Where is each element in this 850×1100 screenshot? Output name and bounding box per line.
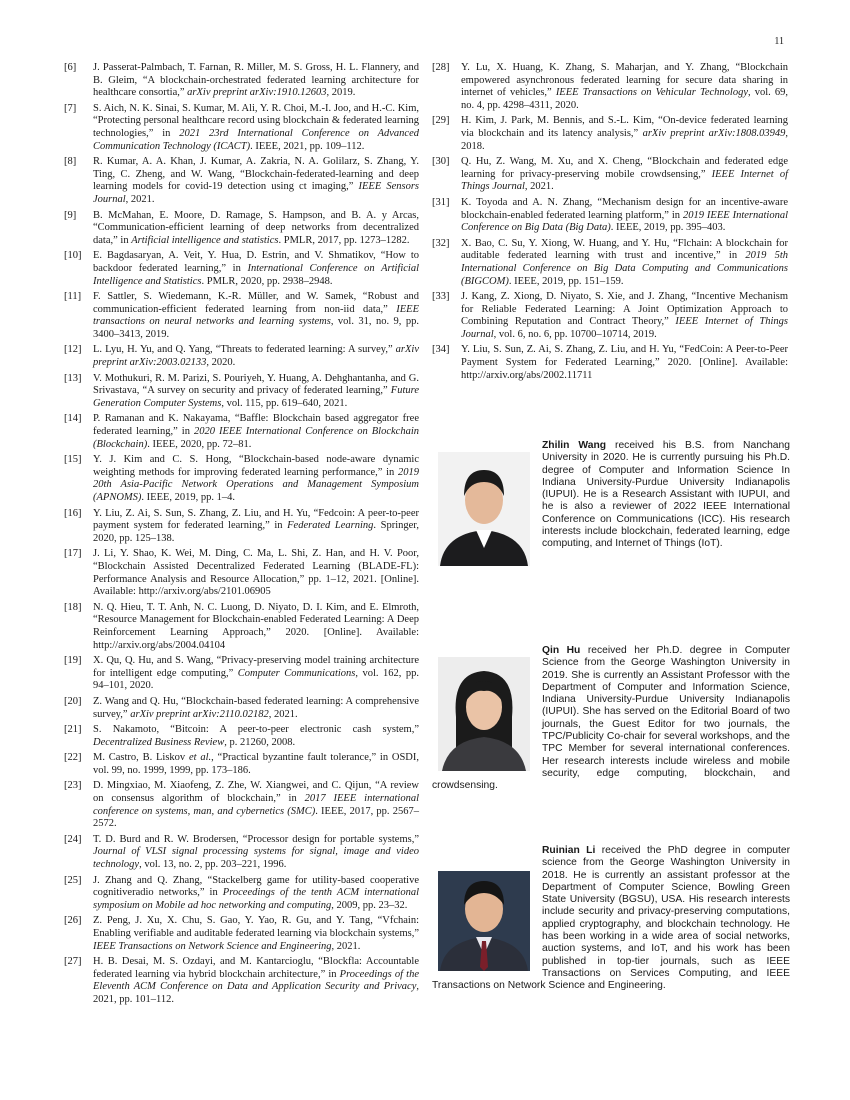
reference-text — [93, 103, 419, 153]
reference-text — [93, 250, 419, 288]
reference-item — [64, 156, 419, 206]
reference-number: [23] — [64, 780, 82, 792]
author-photo-image — [438, 452, 530, 566]
reference-text — [461, 344, 788, 382]
reference-text — [93, 696, 419, 721]
reference-item — [432, 344, 788, 382]
reference-authors-title: H. Kim, J. Park, M. Bennis, and S.-L. Kim, “On-device federated learning via blockchain and its latency analysis,” — [461, 115, 788, 139]
reference-list — [64, 62, 419, 1007]
reference-number: [21] — [64, 724, 82, 736]
author-bio-text: received his B.S. from Nanchang University in 2020. He is currently pursuing his Ph.D. degree of Computer and Information Science In Indiana University-Purdue University Indianapolis (IUPUI). He is a Research Assistant with IUPUI, and he is also a reviewer of 2022 IEEE International Conference on Communications (ICC). His research interests include blockchain, federated learning, edge computing, and Internet of Things (IoT). — [542, 440, 790, 550]
reference-text — [93, 780, 419, 830]
reference-item — [432, 238, 788, 288]
reference-venue: Future Generation Computer Systems — [93, 385, 419, 409]
reference-number: [15] — [64, 454, 82, 466]
reference-authors-title: B. McMahan, E. Moore, D. Ramage, S. Hampson, and B. A. y Arcas, “Communication-efficient learning of deep networks from decentralized data,” in — [93, 209, 419, 246]
reference-venue: Artificial intelligence and statistics — [131, 234, 279, 246]
reference-number: [17] — [64, 548, 82, 560]
reference-details: , vol. 13, no. 2, pp. 203–221, 1996. — [139, 859, 287, 871]
reference-authors-title: E. Bagdasaryan, A. Veit, Y. Hua, D. Estrin, and V. Shmatikov, “How to backdoor federated learning,” in — [93, 250, 419, 274]
reference-item — [64, 62, 419, 100]
reference-item — [64, 291, 419, 341]
reference-text — [461, 62, 788, 112]
reference-details: . Springer, 2020, pp. 125–138. — [93, 520, 419, 544]
reference-venue: arXiv preprint arXiv:2110.02182 — [130, 708, 269, 720]
reference-number: [19] — [64, 655, 82, 667]
author-bio-zhilin-wang — [432, 440, 790, 570]
reference-venue: 2020 IEEE International Conference on Blockchain (Blockchain) — [93, 426, 419, 450]
reference-item — [64, 696, 419, 721]
reference-details: , 2021. — [524, 181, 554, 193]
reference-details: , 2021, pp. 101–112. — [93, 981, 419, 1005]
reference-item — [432, 291, 788, 341]
author-bio-text: received the PhD degree in computer science from the George Washington University in 2018. He is currently an assistant professor at the Department of Computer Science, Bowling Green State University (BGSU), USA. His research interests include security and privacy-preserving computations, applied cryptography, and blockchain technology. He has been working in a wide area of social networks, auction systems, and IoT, and his work has been published in top-tier journals, such as IEEE Transactions on Services Computing, and IEEE Transactions on Network Science and Engineering. — [432, 845, 790, 992]
reference-venue: 2021 23rd International Conference on Advanced Communication Technology (ICACT) — [93, 127, 419, 152]
reference-details: , 2009, pp. 23–32. — [331, 899, 408, 911]
reference-authors-title: S. Aich, N. K. Sinai, S. Kumar, M. Ali, Y. R. Choi, M.-I. Joo, and H.-C. Kim, “Protecting personal healthcare record using blockchain & federated learning technologies,” in — [93, 102, 419, 139]
reference-item — [64, 413, 419, 451]
reference-number: [9] — [64, 209, 77, 221]
reference-venue: Decentralized Business Review — [93, 736, 225, 748]
reference-item — [432, 62, 788, 112]
reference-item — [64, 548, 419, 598]
reference-item — [64, 250, 419, 288]
reference-item — [64, 834, 419, 872]
reference-text — [93, 834, 419, 872]
reference-details: , “Practical byzantine fault tolerance,” in OSDI, vol. 99, no. 1999, 1999, pp. 173–186. — [93, 752, 420, 776]
reference-authors-title: X. Qu, Q. Hu, and S. Wang, “Privacy-preserving model training architecture for intelligent edge computing,” — [93, 655, 419, 679]
references-left-column — [64, 62, 419, 1010]
reference-details: , vol. 6, no. 6, pp. 10700–10714, 2019. — [493, 328, 657, 340]
author-name: Qin Hu — [542, 645, 581, 656]
reference-venue: Journal of VLSI signal processing systems for signal, image and video technology — [93, 846, 419, 871]
reference-number: [27] — [64, 956, 82, 968]
reference-authors-title: Y. J. Kim and C. S. Hong, “Blockchain-based node-aware dynamic weighting methods for improving federated learning performance,” in — [93, 454, 419, 478]
reference-item — [64, 373, 419, 411]
author-bio-ruinian-li — [432, 845, 790, 993]
reference-details: , 2021. — [331, 940, 361, 952]
reference-authors-title: V. Mothukuri, R. M. Parizi, S. Pouriyeh, Y. Huang, A. Dehghantanha, and G. Srivastava, “A survey on security and privacy of federated learning,” — [93, 372, 419, 397]
reference-details: , vol. 115, pp. 619–640, 2021. — [221, 397, 348, 409]
reference-authors-title: Y. Liu, Z. Ai, S. Sun, S. Zhang, Z. Liu, and H. Yu, “Fedcoin: A peer-to-peer payment system for federated learning,” in — [93, 507, 419, 532]
reference-item — [64, 724, 419, 749]
reference-authors-title: H. B. Desai, M. S. Ozdayi, and M. Kantarcioglu, “Blockfla: Accountable federated learning via hybrid blockchain architecture,” in — [93, 956, 419, 980]
reference-venue: IEEE Transactions on Network Science and Engineering — [93, 940, 332, 952]
reference-venue: et al. — [188, 752, 212, 764]
reference-authors-title: R. Kumar, A. A. Khan, J. Kumar, A. Zakria, N. A. Golilarz, S. Zhang, Y. Ting, C. Zheng, and W. Wang, “Blockchain-federated-learning and deep learning models for covid-19 detection using ct imaging,” — [93, 156, 419, 193]
page-number: 11 — [774, 36, 784, 47]
reference-venue: 2017 IEEE international conference on systems, man, and cybernetics (SMC) — [93, 793, 419, 817]
reference-number: [31] — [432, 196, 450, 208]
reference-list — [432, 62, 788, 382]
reference-authors-title: M. Castro, B. Liskov — [93, 752, 189, 764]
reference-details: , vol. 69, no. 4, pp. 4298–4311, 2020. — [461, 87, 788, 111]
reference-text — [93, 548, 419, 598]
reference-details: , p. 21260, 2008. — [224, 736, 296, 748]
reference-details: , 2020. — [206, 357, 236, 369]
reference-number: [10] — [64, 250, 82, 262]
reference-item — [432, 197, 788, 235]
reference-number: [22] — [64, 752, 82, 764]
reference-item — [64, 602, 419, 652]
reference-authors-title: J. Kang, Z. Xiong, D. Niyato, S. Xie, and J. Zhang, “Incentive Mechanism for Reliable Federated Learning: A Joint Optimization Approach to Combining Reputation and Contract Theory,” — [461, 291, 788, 328]
reference-item — [64, 956, 419, 1006]
reference-venue: 2019 20th Asia-Pacific Network Operations and Management Symposium (APNOMS) — [93, 466, 419, 503]
reference-item — [432, 115, 788, 153]
reference-number: [18] — [64, 601, 82, 613]
reference-text — [93, 413, 419, 451]
reference-venue: IEEE Internet of Things Journal — [461, 168, 788, 193]
reference-number: [29] — [432, 115, 450, 127]
reference-number: [12] — [64, 344, 82, 356]
reference-text — [461, 115, 788, 153]
reference-venue: 2019 IEEE International Conference on Big Data (Big Data) — [461, 209, 788, 234]
reference-details: . IEEE, 2017, pp. 2567–2572. — [93, 805, 419, 830]
reference-text — [93, 454, 419, 504]
reference-details: . PMLR, 2020, pp. 2938–2948. — [201, 275, 333, 287]
reference-number: [16] — [64, 507, 82, 519]
reference-text — [93, 724, 419, 749]
author-photo — [438, 657, 530, 771]
reference-venue: arXiv preprint arXiv:1808.03949 — [642, 127, 786, 139]
reference-details: , 2021. — [125, 193, 155, 205]
reference-details: , 2019. — [326, 87, 356, 99]
reference-text — [93, 508, 419, 546]
reference-number: [13] — [64, 372, 82, 384]
reference-number: [25] — [64, 874, 82, 886]
reference-details: . IEEE, 2019, pp. 151–159. — [508, 275, 624, 287]
reference-venue: Proceedings of the Eleventh ACM Conference on Data and Application Security and Privacy — [93, 968, 419, 993]
reference-authors-title: Y. Lu, X. Huang, K. Zhang, S. Maharjan, and Y. Zhang, “Blockchain empowered asynchronous federated learning for secure data sharing in internet of vehicles,” — [461, 62, 788, 99]
reference-authors-title: P. Ramanan and K. Nakayama, “Baffle: Blockchain based aggregator free federated learning,” in — [93, 413, 419, 438]
reference-details: , vol. 31, no. 9, pp. 3400–3413, 2019. — [93, 316, 419, 340]
reference-text — [461, 238, 788, 288]
reference-item — [64, 780, 419, 830]
reference-number: [34] — [432, 344, 450, 356]
reference-text — [93, 752, 419, 777]
reference-authors-title: J. Passerat-Palmbach, T. Farnan, R. Miller, M. S. Gross, H. L. Flannery, and B. Gleim, “A blockchain-orchestrated federated learning architecture for healthcare consortia,” — [93, 62, 419, 99]
reference-item — [64, 875, 419, 913]
author-name: Ruinian Li — [542, 845, 596, 856]
author-name: Zhilin Wang — [542, 440, 607, 451]
reference-item — [64, 454, 419, 504]
reference-item — [64, 752, 419, 777]
reference-authors-title: T. D. Burd and R. W. Brodersen, “Processor design for portable systems,” — [93, 833, 419, 845]
reference-venue: Federated Learning — [287, 520, 374, 532]
reference-authors-title: Z. Wang and Q. Hu, “Blockchain-based federated learning: A comprehensive survey,” — [93, 695, 419, 720]
reference-text — [93, 291, 419, 341]
reference-text — [93, 956, 419, 1006]
reference-item — [64, 344, 419, 369]
reference-details: . IEEE, 2019, pp. 1–4. — [141, 492, 236, 503]
reference-text — [93, 156, 419, 206]
reference-number: [8] — [64, 156, 77, 168]
reference-authors-title: X. Bao, C. Su, Y. Xiong, W. Huang, and Y. Hu, “Flchain: A blockchain for auditable federated learning with trust and incentive,” in — [461, 237, 788, 262]
reference-number: [7] — [64, 102, 77, 114]
reference-venue: arXiv preprint arXiv:1910.12603 — [187, 87, 327, 99]
reference-authors-title: F. Sattler, S. Wiedemann, K.-R. Müller, and W. Samek, “Robust and communication-efficient federated learning from non-iid data,” — [93, 291, 419, 315]
reference-text — [93, 373, 419, 411]
reference-text — [93, 915, 419, 953]
author-photo-image — [438, 657, 530, 771]
reference-text — [461, 156, 788, 194]
reference-item — [64, 508, 419, 546]
reference-number: [33] — [432, 291, 450, 303]
author-photo — [438, 452, 530, 566]
reference-text — [93, 655, 419, 693]
author-bio-text: received her Ph.D. degree in Computer Science from the George Washington University in 2019. She is currently an Assistant Professor with the Department of Computer and Information Science, Indiana University-Purdue University Indianapolis (IUPUI). She has served on the Editorial Board of two journals, the Guest Editor for two journals, the TPC/Publicity Co-chair for several workshops, and the TPC Member for several international conferences. Her research interests include wireless and mobile security, edge computing, blockchain, and crowdsensing. — [432, 645, 790, 792]
reference-authors-title: Y. Liu, S. Sun, Z. Ai, S. Zhang, Z. Liu, and H. Yu, “FedCoin: A Peer-to-Peer Payment System for Federated Learning,” 2020. [Online]. Available: http://arxiv.org/abs/2002.11711 — [461, 344, 788, 381]
reference-text — [93, 210, 419, 248]
reference-venue: Computer Communications — [237, 667, 356, 679]
reference-text — [461, 291, 788, 341]
reference-text — [461, 197, 788, 235]
reference-authors-title: Z. Peng, J. Xu, X. Chu, S. Gao, Y. Yao, R. Gu, and Y. Tang, “Vfchain: Enabling verifiable and auditable federated learning via blockchain systems,” — [93, 915, 419, 939]
reference-text — [93, 344, 419, 369]
reference-number: [24] — [64, 833, 82, 845]
reference-authors-title: J. Li, Y. Shao, K. Wei, M. Ding, C. Ma, L. Shi, Z. Han, and H. V. Poor, “Blockchain Assisted Decentralized Federated Learning (BLADE-FL): Performance Analysis and Resource Allocation,” pp. 1–12, 2021. [Online]. Available: http://arxiv.org/abs/2101.06905 — [93, 548, 419, 598]
reference-authors-title: Q. Hu, Z. Wang, M. Xu, and X. Cheng, “Blockchain and federated edge learning for privacy-preserving mobile crowdsensing,” — [461, 156, 788, 180]
reference-number: [14] — [64, 413, 82, 425]
reference-details: . IEEE, 2019, pp. 395–403. — [610, 222, 726, 234]
reference-number: [20] — [64, 695, 82, 707]
reference-authors-title: J. Zhang and Q. Zhang, “Stackelberg game for utility-based cooperative cognitiveradio networks,” in — [93, 874, 419, 899]
reference-item — [64, 915, 419, 953]
author-photo — [438, 871, 530, 971]
reference-number: [28] — [432, 62, 450, 73]
reference-authors-title: L. Lyu, H. Yu, and Q. Yang, “Threats to federated learning: A survey,” — [93, 344, 396, 356]
reference-text — [93, 875, 419, 913]
reference-authors-title: D. Mingxiao, M. Xiaofeng, Z. Zhe, W. Xiangwei, and C. Qijun, “A review on consensus algorithm of blockchain,” in — [93, 780, 419, 805]
reference-venue: IEEE Sensors Journal — [93, 181, 419, 205]
author-bio-qin-hu — [432, 645, 790, 793]
reference-text — [93, 62, 419, 100]
reference-number: [30] — [432, 156, 450, 168]
reference-text — [93, 602, 419, 652]
reference-item — [64, 103, 419, 153]
reference-item — [64, 655, 419, 693]
reference-number: [6] — [64, 62, 77, 73]
reference-authors-title: K. Toyoda and A. N. Zhang, “Mechanism design for an incentive-aware blockchain-enabled federated learning platform,” in — [461, 196, 788, 221]
reference-number: [26] — [64, 915, 82, 927]
reference-details: . PMLR, 2017, pp. 1273–1282. — [278, 234, 410, 246]
reference-venue: International Conference on Artificial Intelligence and Statistics — [93, 262, 419, 287]
reference-venue: IEEE Internet of Things Journal — [461, 316, 788, 340]
reference-item — [64, 210, 419, 248]
reference-venue: 2019 5th International Conference on Big Data Computing and Communications (BIGCOM) — [461, 250, 788, 287]
reference-details: , 2018. — [461, 127, 788, 152]
reference-number: [11] — [64, 291, 82, 303]
reference-details: , vol. 162, pp. 94–101, 2020. — [93, 667, 420, 692]
reference-details: . IEEE, 2021, pp. 109–112. — [250, 140, 365, 152]
reference-venue: Proceedings of the tenth ACM international symposium on Mobile ad hoc networking and computing — [93, 887, 419, 911]
reference-details: , 2021. — [268, 708, 298, 720]
reference-authors-title: N. Q. Hieu, T. T. Anh, N. C. Luong, D. Niyato, D. I. Kim, and E. Elmroth, “Resource Management for Blockchain-enabled Federated Learning: A Deep Reinforcement Learning Approach,” 2020. [Online]. Available: http://arxiv.org/abs/2004.04104 — [93, 601, 419, 651]
author-photo-image — [438, 871, 530, 971]
reference-item — [432, 156, 788, 194]
reference-authors-title: S. Nakamoto, “Bitcoin: A peer-to-peer electronic cash system,” — [93, 724, 419, 736]
reference-venue: IEEE Transactions on Vehicular Technology — [555, 87, 748, 99]
references-right-column — [432, 62, 788, 385]
reference-number: [32] — [432, 237, 450, 249]
reference-details: . IEEE, 2020, pp. 72–81. — [147, 438, 252, 450]
reference-venue: IEEE transactions on neural networks and learning systems — [93, 303, 419, 328]
reference-venue: arXiv preprint arXiv:2003.02133 — [93, 344, 419, 369]
